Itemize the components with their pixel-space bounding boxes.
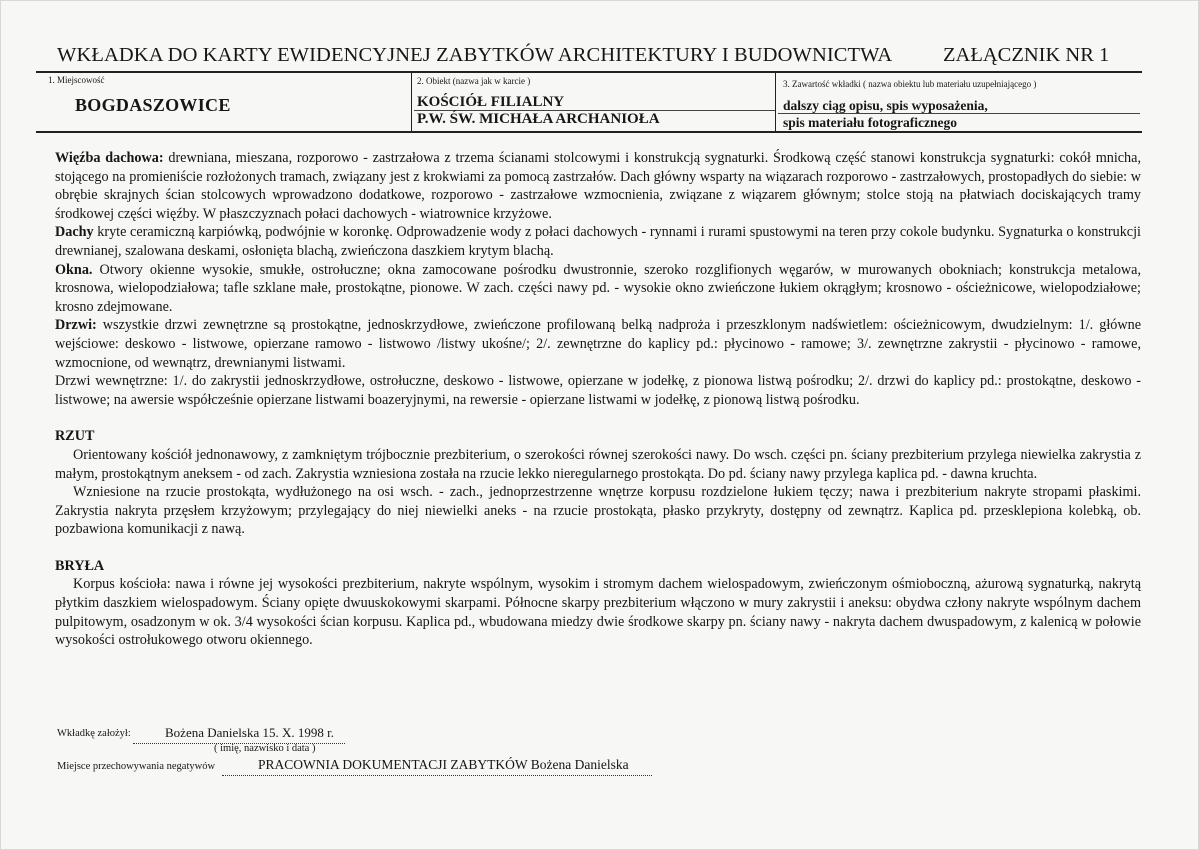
roof-truss-paragraph <box>55 149 1141 223</box>
massing-heading: BRYŁA <box>55 557 105 574</box>
storage-dotted-line <box>222 775 652 776</box>
content-line-2: spis materiału fotograficznego <box>783 115 957 130</box>
roof-truss-heading: Więźba dachowa: <box>55 150 164 166</box>
windows-text: Otwory okienne wysokie, smukłe, ostrołuczne; okna zamocowane pośrodku dwustronnie, szeroko rozglifionych węgarów, w murowanych obokniach; konstrukcja metalowa, krosnowa, wielopodziałowa; tafle szklane małe, prostokątne, pionowe. W zach. części nawy pd. - wysokie okno zwieńczone łukiem okrągłym; krosnowo - ościeżnicowe, wielopodziałowe; krosno zdejmowane. <box>55 261 1141 315</box>
doors-paragraph <box>55 316 1141 372</box>
locality-label: 1. Miejscowość <box>48 75 105 85</box>
massing-paragraph: Korpus kościoła: nawa i równe jej wysokości prezbiterium, nakryte wspólnym, wysokim i stromym dachem wielospadowym, zwieńczonym ośmioboczną, ażurową sygnaturką, nakrytą płytkim daszkiem wielospadowym. Ściany opięte dwuuskokowymi skarpami. Północne skarpy prezbiterium włączono w mury zakrystii i aneksu: obydwa człony nakryte wspólnym dachem pulpitowym, osadzonym w ok. 3/4 wysokości ścian korpusu. Kaplica pd., wbudowana miedzy dwie środkowe skarpy pn. ściany nawy - nakryta dachem dwuspadowym, z kalenicą w połowie wysokości ostrołukowego otworu okiennego. <box>55 576 1141 649</box>
header-table-bottom-rule <box>36 131 1142 133</box>
storage-label: Miejsce przechowywania negatywów <box>57 761 216 772</box>
doors-text: wszystkie drzwi zewnętrzne są prostokątne, jednoskrzydłowe, zwieńczone profilowaną belką nadproża i przeszklonym nadświetlem: ościeżnicowym, dwudzielnym: 1/. główne wejściowe: deskowo - listwowe, opierzane ramowo - listwowo /listwy ukośne/; 2/. zewnętrzne do kaplicy pd.: płycinowo - ramowe; 3/. zewnętrzne zakrystii - płycinowo - ramowe, wzmocnione, od wewnątrz, drewnianymi listwami. <box>55 317 1141 371</box>
description-body <box>55 149 1141 650</box>
object-label: 2. Obiekt (nazwa jak w karcie ) <box>417 76 531 86</box>
header-divider-1 <box>411 72 412 132</box>
roofs-heading: Dachy <box>55 224 94 241</box>
object-line-1: KOŚCIÓŁ FILIALNY <box>417 94 565 110</box>
inner-doors-paragraph: Drzwi wewnętrzne: 1/. do zakrystii jednoskrzydłowe, ostrołuczne, deskowo - listwowe, opierzane w jodełkę, z pionowa listwą pośrodku; 2/. drzwi do kaplicy pd.: prostokątne, deskowo - listwowe; na awersie współcześnie opierzane listwami boazeryjnymi, na rewersie - opierzane listwami w jodełkę, z pionową listwą pośrodku. <box>55 373 1141 408</box>
storage-value: PRACOWNIA DOKUMENTACJI ZABYTKÓW Bożena Danielska <box>258 757 629 772</box>
header-table-top-rule <box>36 71 1142 73</box>
doors-heading: Drzwi: <box>55 317 97 334</box>
plan-paragraph-2: Wzniesione na rzucie prostokąta, wydłużonego na osi wsch. - zach., jednoprzestrzenne wnętrze korpusu rozdzielone łukiem tęczy; nawa i prezbiterium nakryte stropami płaskimi. Zakrystia nakryta przęsłem krzyżowym; przylegający do niej niewielki aneks - na rzucie prostokąta, płasko przykryty, dostępny od zewnątrz. Kaplica pd. przesklepiona kolebką, ob. pozbawiona komunikacji z nawą. <box>55 484 1141 538</box>
header-divider-2 <box>775 72 776 132</box>
windows-paragraph <box>55 261 1141 317</box>
plan-paragraph-1: Orientowany kościół jednonawowy, z zamkniętym trójbocznie prezbiterium, o szerokości równej szerokości nawy. Do wsch. części pn. ściany prezbiterium przylega niewielka zakrystia z małym, prostokątnym aneksem - od zach. Zakrystia wzniesiona została na rzucie lekko nieregularnego prostokąta. Do pd. ściany nawy przylega kaplica pd. - dawna kruchta. <box>55 446 1141 482</box>
attachment-number: ZAŁĄCZNIK NR 1 <box>943 44 1110 66</box>
roof-truss-text: drewniana, mieszana, rozporowo - zastrzałowa z trzema ścianami stolcowymi i konstrukcją sygnaturki. Środkową część stanowi konstrukcja sygnaturki: cokół mnicha, stojącego na promieniście rozłożonych tramach, związany jest z krokwiami za pomocą zastrzałów. Dach główny wsparty na wiązarach rozporowo - zastrzałowych, prostopadłych do siebie: w obrębie skrajnych ścian stolcowych wprowadzono dodatkowe, rozporowo - zastrzałowe wzmocnienia, związane z wiązarem głównym; stolce stoją na płatwiach dociskających tramy środkowej części więźby. W płaszczyznach połaci dachowych - wiatrownice krzyżowe. <box>55 150 1141 222</box>
plan-heading: RZUT <box>55 428 95 445</box>
author-label: Wkładkę założył: <box>57 728 131 739</box>
author-hint: ( imię, nazwisko i data ) <box>214 743 316 754</box>
roofs-paragraph <box>55 223 1141 260</box>
locality-value: BOGDASZOWICE <box>75 95 231 115</box>
content-label: 3. Zawartość wkładki ( nazwa obiektu lub materiału uzupełniającego ) <box>783 79 1037 89</box>
document-title: WKŁADKA DO KARTY EWIDENCYJNEJ ZABYTKÓW ARCHITEKTURY I BUDOWNICTWA <box>57 44 893 66</box>
windows-heading: Okna. <box>55 261 93 278</box>
content-line-1: dalszy ciąg opisu, spis wyposażenia, <box>783 98 988 113</box>
author-value: Bożena Danielska 15. X. 1998 r. <box>165 725 334 740</box>
object-line-2: P.W. ŚW. MICHAŁA ARCHANIOŁA <box>417 111 660 127</box>
roofs-text: kryte ceramiczną karpiówką, podwójnie w koronkę. Odprowadzenie wody z połaci dachowych - rynnami i rurami spustowymi na teren przy cokole budynku. Sygnaturka o konstrukcji drewnianej, szalowana deskami, osłonięta blachą, zwieńczona daszkiem krytym blachą. <box>55 224 1141 259</box>
content-underline <box>778 113 1140 114</box>
